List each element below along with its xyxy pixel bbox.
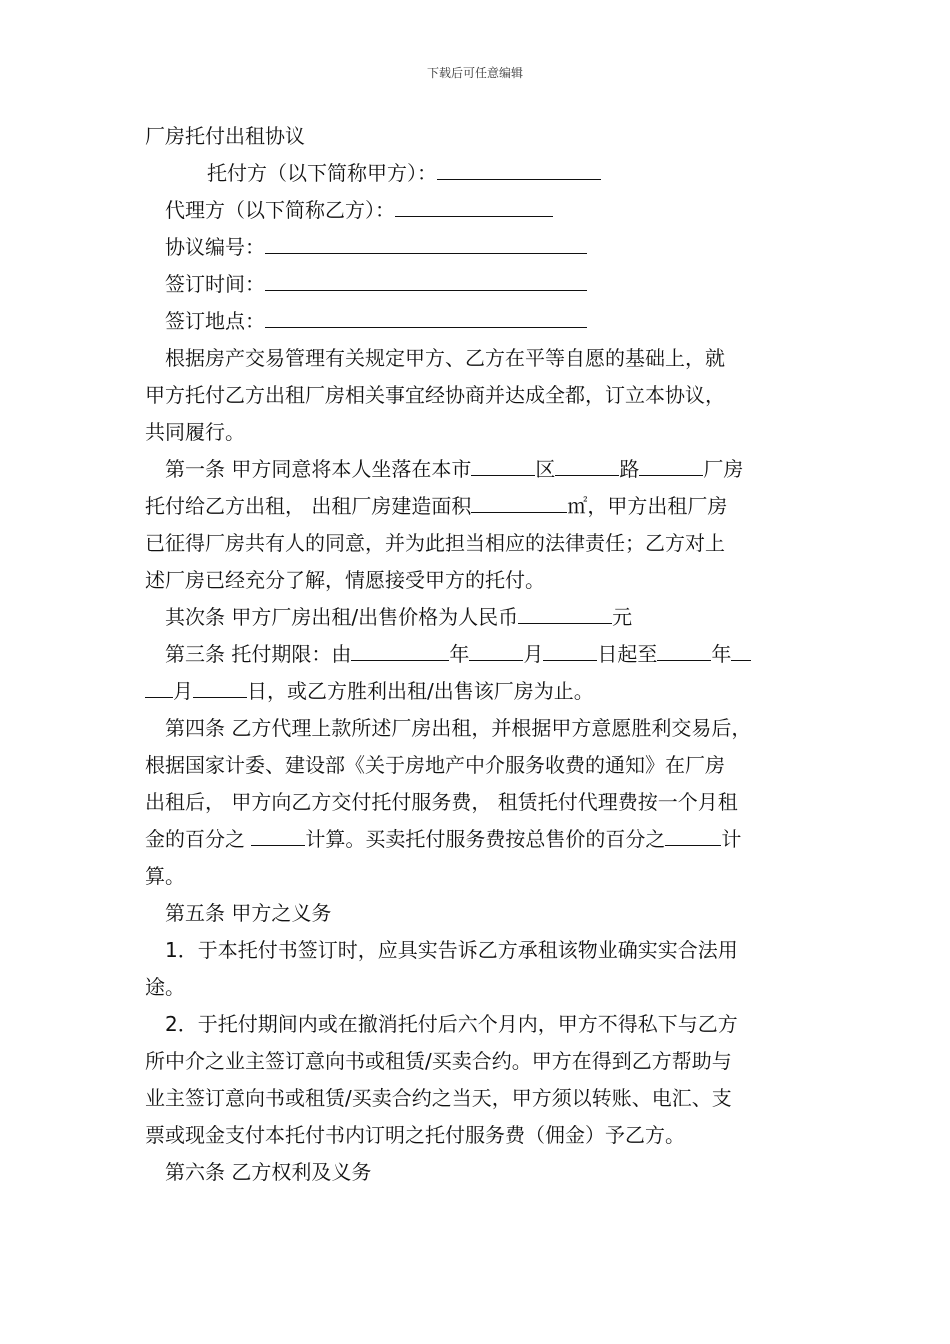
article-3-text-f: 月 xyxy=(173,679,193,703)
article-1-line-3: 已征得厂房共有人的同意，并为此担当相应的法律责任；乙方对上 xyxy=(145,531,725,555)
article-4-text-c: 计 xyxy=(721,827,742,851)
preamble-line-3: 共同履行。 xyxy=(145,420,245,444)
article-1-line-1 xyxy=(145,451,825,488)
agent-line xyxy=(145,192,825,229)
article-2-line xyxy=(145,599,825,636)
article-4-line-5: 算。 xyxy=(145,864,185,888)
price-blank xyxy=(518,599,612,624)
preamble-line-1: 根据房产交易管理有关规定甲方、乙方在平等自愿的基础上，就 xyxy=(165,346,725,370)
area-blank xyxy=(471,488,567,513)
sign-time-label: 签订时间： xyxy=(165,272,265,296)
sign-time-blank xyxy=(265,266,587,291)
agreement-number-label: 协议编号： xyxy=(165,235,265,259)
article-5-item-2-line-3: 业主签订意向书或租赁/买卖合约之当天，甲方须以转账、电汇、支 xyxy=(145,1086,732,1110)
end-year-blank xyxy=(657,636,711,661)
start-month-blank xyxy=(469,636,523,661)
article-3-text-g: 日，或乙方胜利出租/出售该厂房为止。 xyxy=(247,679,594,703)
sign-place-line xyxy=(145,303,825,340)
building-blank xyxy=(639,451,703,476)
article-1-line-2 xyxy=(145,488,825,525)
article-1-text-b: 区 xyxy=(535,457,556,481)
article-3-line-2 xyxy=(145,673,825,710)
contract-document xyxy=(145,118,825,1191)
agent-blank xyxy=(395,192,553,217)
sign-place-blank xyxy=(265,303,587,328)
article-5-item-2-line-4: 票或现金支付本托付书内订明之托付服务费（佣金）予乙方。 xyxy=(145,1123,685,1147)
sign-place-label: 签订地点： xyxy=(165,309,265,333)
article-3-text-d: 日起至 xyxy=(597,642,658,666)
article-6-title: 第六条 乙方权利及义务 xyxy=(165,1160,372,1184)
end-month-blank-part2 xyxy=(145,673,173,698)
header-note: 下载后可任意编辑 xyxy=(426,66,523,80)
start-day-blank xyxy=(543,636,597,661)
article-5-item-2-line-1: 2．于托付期间内或在撤消托付后六个月内，甲方不得私下与乙方 xyxy=(165,1012,738,1036)
sign-time-line xyxy=(145,266,825,303)
article-3-text-e: 年 xyxy=(711,642,732,666)
article-5-title: 第五条 甲方之义务 xyxy=(165,901,332,925)
article-1-text-f: ㎡，甲方出租厂房 xyxy=(567,494,728,518)
agreement-number-blank xyxy=(265,229,587,254)
road-blank xyxy=(555,451,619,476)
article-1-text-d: 厂房 xyxy=(703,457,744,481)
article-4-text-a: 金的百分之 xyxy=(145,827,252,851)
article-3-text-a: 第三条 托付期限：由 xyxy=(165,642,352,666)
preamble-line-2: 甲方托付乙方出租厂房相关事宜经协商并达成全都，订立本协议， xyxy=(145,383,725,407)
article-4-line-1: 第四条 乙方代理上款所述厂房出租，并根据甲方意愿胜利交易后， xyxy=(165,716,752,740)
principal-line xyxy=(145,155,825,192)
article-3-text-c: 月 xyxy=(523,642,544,666)
article-1-text-a: 第一条 甲方同意将本人坐落在本市 xyxy=(165,457,472,481)
article-1-line-4: 述厂房已经充分了解，情愿接受甲方的托付。 xyxy=(145,568,545,592)
article-1-text-e: 托付给乙方出租， 出租厂房建造面积 xyxy=(145,494,472,518)
end-month-blank-part1 xyxy=(731,636,751,661)
district-blank xyxy=(471,451,535,476)
article-2-text-a: 其次条 甲方厂房出租/出售价格为人民币 xyxy=(165,605,519,629)
article-5-item-1-line-2: 途。 xyxy=(145,975,185,999)
principal-blank xyxy=(437,155,601,180)
sale-percent-blank xyxy=(665,821,721,846)
principal-label: 托付方（以下简称甲方）： xyxy=(207,161,437,185)
article-3-line-1 xyxy=(145,636,825,673)
article-5-item-1-line-1: 1．于本托付书签订时，应具实告诉乙方承租该物业确实实合法用 xyxy=(165,938,738,962)
article-5-item-2-line-2: 所中介之业主签订意向书或租赁/买卖合约。甲方在得到乙方帮助与 xyxy=(145,1049,732,1073)
article-4-text-b: 计算。买卖托付服务费按总售价的百分之 xyxy=(305,827,666,851)
start-year-blank xyxy=(351,636,449,661)
article-4-line-2: 根据国家计委、建设部《关于房地产中介服务收费的通知》在厂房 xyxy=(145,753,725,777)
article-4-line-3: 出租后， 甲方向乙方交付托付服务费， 租赁托付代理费按一个月租 xyxy=(145,790,738,814)
article-1-text-c: 路 xyxy=(619,457,640,481)
agreement-number-line xyxy=(145,229,825,266)
end-day-blank xyxy=(193,673,247,698)
rent-percent-blank xyxy=(251,821,305,846)
agent-label: 代理方（以下简称乙方）： xyxy=(165,198,395,222)
article-3-text-b: 年 xyxy=(449,642,470,666)
article-2-text-b: 元 xyxy=(612,605,633,629)
article-4-line-4 xyxy=(145,821,825,858)
document-title: 厂房托付出租协议 xyxy=(145,124,305,148)
